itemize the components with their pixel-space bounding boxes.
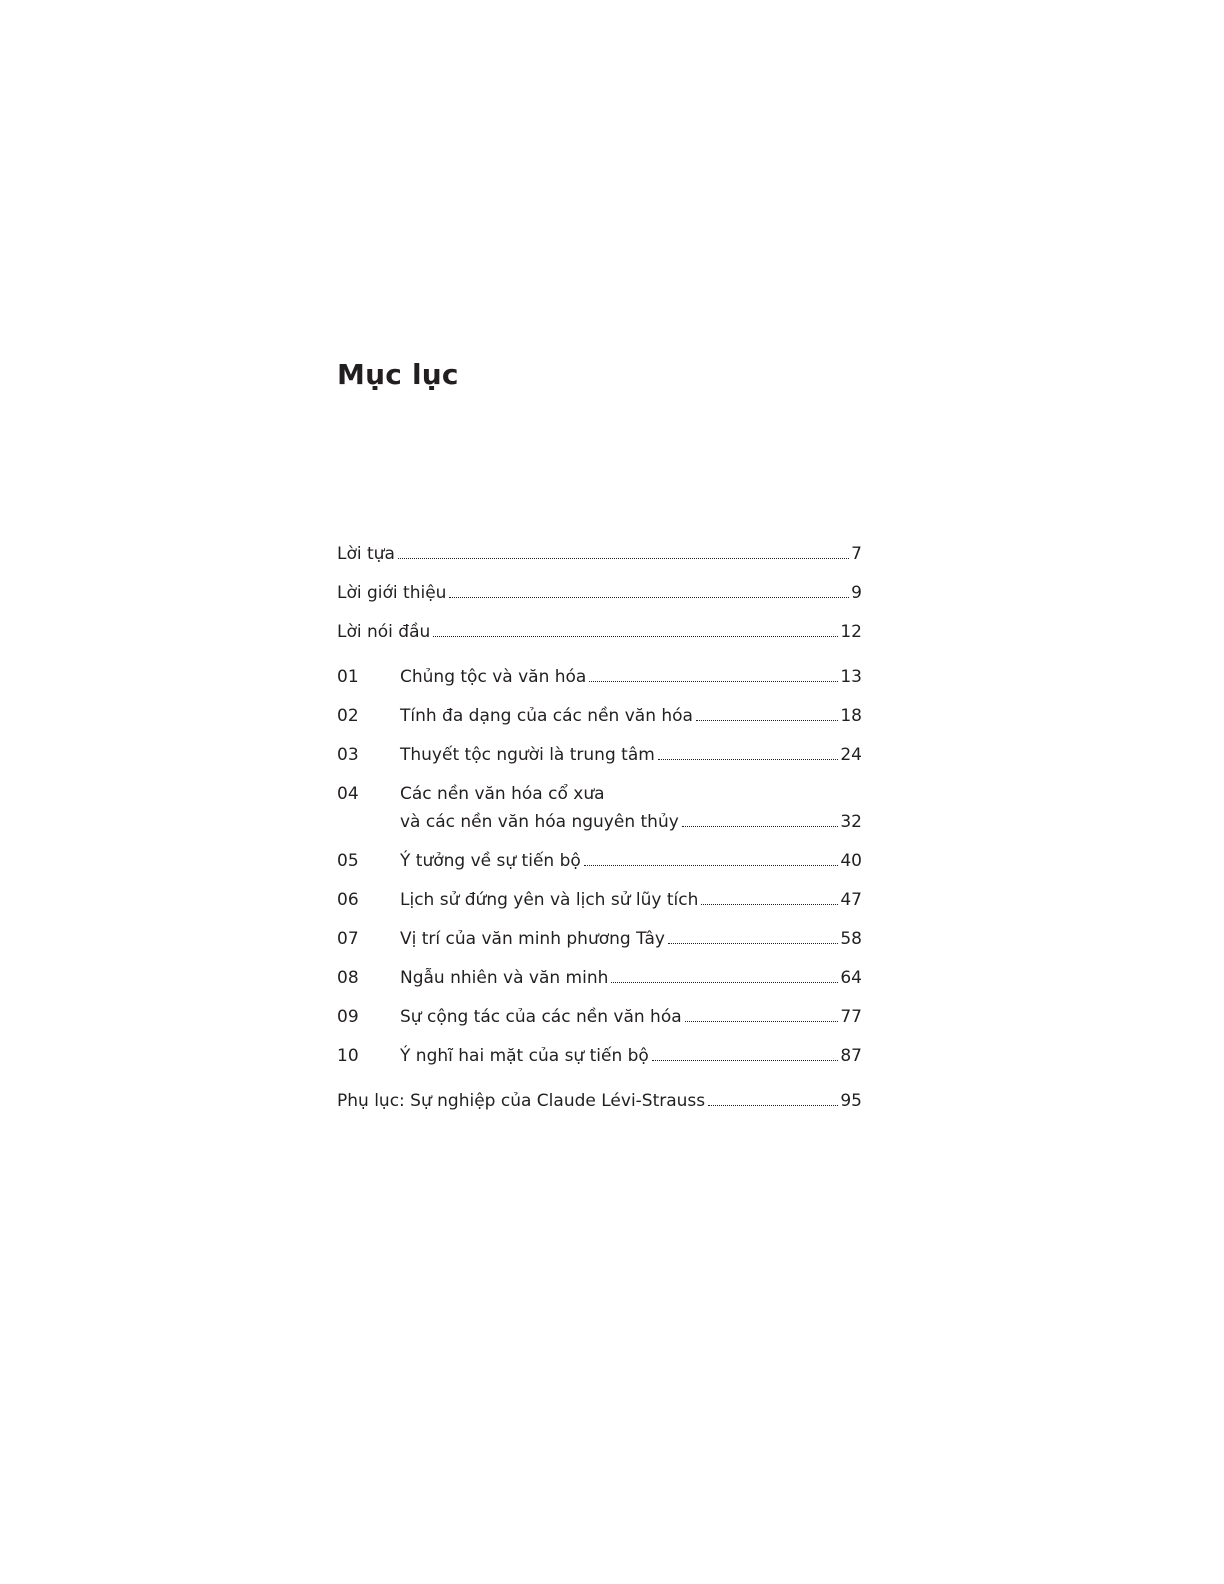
dot-leader xyxy=(652,1060,839,1061)
toc-entry-label: Ngẫu nhiên và văn minh xyxy=(400,968,609,988)
chapter-number: 08 xyxy=(337,968,359,988)
toc-page-number: 64 xyxy=(840,968,862,988)
toc-entry-chapter[interactable] xyxy=(337,847,862,875)
dot-leader xyxy=(589,681,838,682)
toc-entry-chapter[interactable] xyxy=(337,925,862,953)
toc-entry-label: Tính đa dạng của các nền văn hóa xyxy=(400,706,693,726)
dot-leader xyxy=(658,759,839,760)
toc-entry-chapter[interactable] xyxy=(337,1003,862,1031)
page-title: Mục lục xyxy=(337,358,459,391)
toc-page-number: 40 xyxy=(840,851,862,871)
chapter-number: 09 xyxy=(337,1007,359,1027)
dot-leader xyxy=(708,1105,838,1106)
chapter-number: 04 xyxy=(337,784,359,804)
toc-entry-front-matter[interactable] xyxy=(337,618,862,646)
toc-entry-chapter[interactable] xyxy=(337,780,862,836)
toc-entry-appendix[interactable] xyxy=(337,1087,862,1115)
dot-leader xyxy=(449,597,849,598)
toc-entry-chapter[interactable] xyxy=(337,741,862,769)
toc-entry-front-matter[interactable] xyxy=(337,540,862,568)
toc-entry-label: Lịch sử đứng yên và lịch sử lũy tích xyxy=(400,890,699,910)
dot-leader xyxy=(701,904,838,905)
toc-page-number: 13 xyxy=(840,667,862,687)
chapter-number: 07 xyxy=(337,929,359,949)
toc-entry-chapter[interactable] xyxy=(337,702,862,730)
dot-leader xyxy=(398,558,849,559)
dot-leader xyxy=(584,865,839,866)
toc-entry-label: Vị trí của văn minh phương Tây xyxy=(400,929,665,949)
chapter-number: 01 xyxy=(337,667,359,687)
toc-entry-label: Ý tưởng về sự tiến bộ xyxy=(400,851,581,871)
dot-leader xyxy=(611,982,838,983)
toc-entry-label: Ý nghĩ hai mặt của sự tiến bộ xyxy=(400,1046,649,1066)
toc-entry-label: Lời tựa xyxy=(337,544,395,564)
toc-page-number: 9 xyxy=(851,583,862,603)
toc-page-number: 24 xyxy=(840,745,862,765)
toc-entry-label: Chủng tộc và văn hóa xyxy=(400,667,587,687)
toc-entry-label-line1: Các nền văn hóa cổ xưa xyxy=(400,784,605,804)
toc-page-number: 77 xyxy=(840,1007,862,1027)
toc-page-number: 95 xyxy=(840,1091,862,1111)
chapter-number: 06 xyxy=(337,890,359,910)
toc-page-number: 58 xyxy=(840,929,862,949)
toc-entry-label: Sự cộng tác của các nền văn hóa xyxy=(400,1007,682,1027)
toc-entry-label-line2: và các nền văn hóa nguyên thủy xyxy=(400,812,679,832)
toc-entry-front-matter[interactable] xyxy=(337,579,862,607)
toc-entry-line2 xyxy=(400,808,862,836)
toc-page-number: 7 xyxy=(851,544,862,564)
toc-entry-chapter[interactable] xyxy=(337,964,862,992)
toc-entry-chapter[interactable] xyxy=(337,886,862,914)
toc-entry-body xyxy=(400,780,862,836)
toc-entry-label: Lời giới thiệu xyxy=(337,583,447,603)
dot-leader xyxy=(685,1021,839,1022)
dot-leader xyxy=(682,826,839,827)
toc-entry-label: Thuyết tộc người là trung tâm xyxy=(400,745,655,765)
toc-page-number: 18 xyxy=(840,706,862,726)
toc-page-number: 87 xyxy=(840,1046,862,1066)
dot-leader xyxy=(668,943,838,944)
toc-entry-label: Lời nói đầu xyxy=(337,622,431,642)
toc-entry-label: Phụ lục: Sự nghiệp của Claude Lévi-Strauss xyxy=(337,1091,706,1111)
chapter-number: 03 xyxy=(337,745,359,765)
chapter-number: 10 xyxy=(337,1046,359,1066)
toc-entry-chapter[interactable] xyxy=(337,1042,862,1070)
table-of-contents xyxy=(337,540,862,1126)
dot-leader xyxy=(433,636,838,637)
chapter-number: 05 xyxy=(337,851,359,871)
toc-page-number: 12 xyxy=(840,622,862,642)
toc-entry-chapter[interactable] xyxy=(337,663,862,691)
dot-leader xyxy=(696,720,838,721)
chapter-number: 02 xyxy=(337,706,359,726)
toc-page-number: 32 xyxy=(840,812,862,832)
toc-page-number: 47 xyxy=(840,890,862,910)
